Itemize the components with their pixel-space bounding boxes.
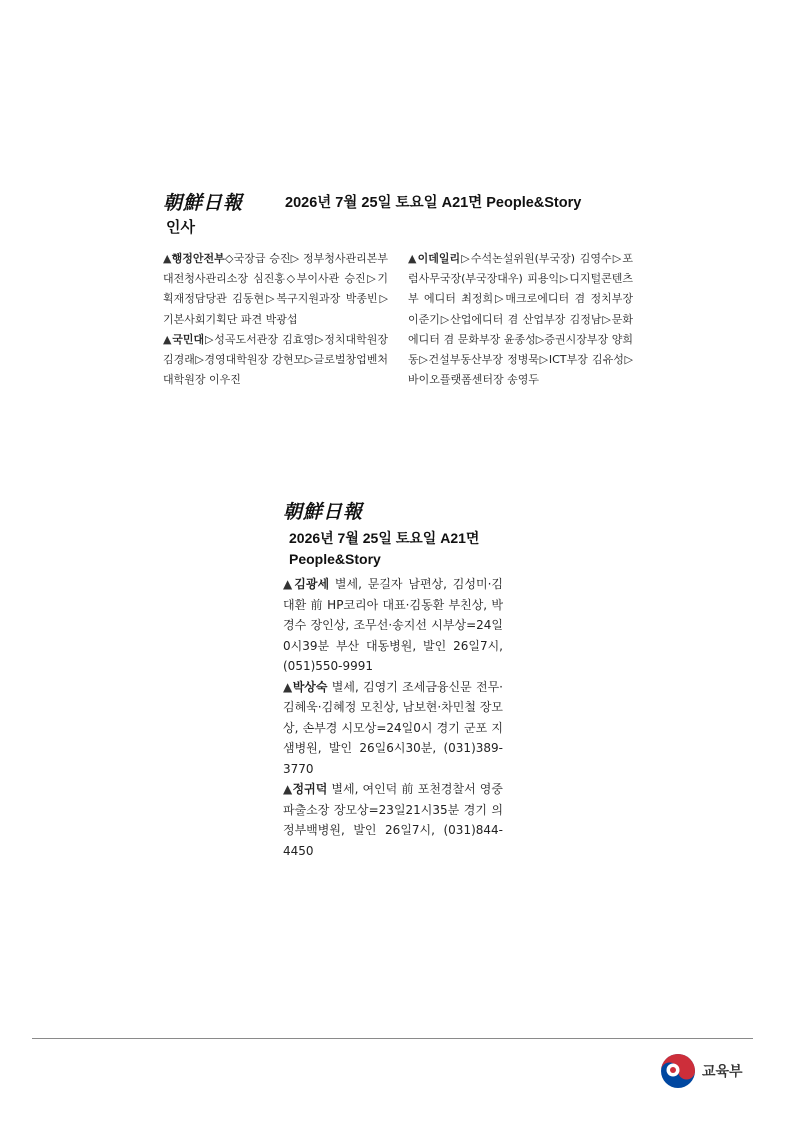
footer-divider: [32, 1038, 753, 1039]
list-item: ▲김광세 별세, 문길자 남편상, 김성미·김대환 前 HP코리아 대표·김동환 부친상, 박경수 장인상, 조무선·송지선 시부상=24일0시39분 부산 대동병원, 발인 26일7시, (051)550-9991: [283, 577, 503, 673]
dateline: 2026년 7월 25일 토요일 A21면 People&Story: [285, 195, 582, 211]
list-item: ▲국민대▷성곡도서관장 김효영▷정치대학원장 김경래▷경영대학원장 강현모▷글로벌창업벤처대학원장 이우진: [163, 332, 388, 387]
section-title: 인사: [166, 219, 195, 236]
left-column: [163, 249, 388, 390]
list-item: ▲박상숙 별세, 김영기 조세금융신문 전무·김혜욱·김혜정 모친상, 남보현·차민철 장모상, 손부경 시모상=24일0시 경기 군포 지샘병원, 발인 26일6시30분, (031)389-3770: [283, 679, 503, 776]
list-item: ▲정귀덕 별세, 여인덕 前 포천경찰서 영중파출소장 장모상=23일21시35분 경기 의정부백병원, 발인 26일7시, (031)844-4450: [283, 782, 503, 858]
triangle-icon: ▲: [163, 252, 172, 265]
list-item: ▲행정안전부◇국장급 승진▷ 정부청사관리본부 대전청사관리소장 심진홍◇부이사관 승진▷기획재정담당관 김동현▷복구지원과장 박종빈▷기본사회기획단 파견 박광섭: [163, 252, 388, 326]
ministry-name: 교육부: [702, 1063, 743, 1079]
ministry-logo: [660, 1053, 743, 1089]
obituary-list: [283, 574, 513, 861]
list-item: ▲이데일리▷수석논설위원(부국장) 김영수▷포럼사무국장(부국장대우) 피용익▷디지털콘텐츠부 에디터 최정희▷매크로에디터 겸 정치부장 이준기▷산업에디터 겸 산업부장 김정남▷문화에디터 겸 문화부장 윤종성▷증권시장부장 양희동▷건설부동산부장 정병묵▷ICT부장 김유성▷바이오플랫폼센터장 송영두: [408, 252, 633, 387]
dateline: 2026년 7월 25일 토요일 A21면 People&Story: [289, 530, 480, 567]
newspaper-masthead: 朝鮮日報: [163, 192, 244, 214]
triangle-icon: ▲: [283, 679, 293, 694]
news-clipping-personnel: [163, 188, 633, 390]
right-column: [408, 249, 633, 390]
triangle-icon: ▲: [283, 782, 293, 796]
news-clipping-obituaries: [283, 497, 513, 861]
triangle-icon: ▲: [283, 577, 295, 591]
newspaper-masthead: 朝鮮日報: [283, 501, 364, 523]
triangle-icon: ▲: [408, 252, 418, 265]
article-columns: [163, 249, 633, 390]
taegeuk-icon: [660, 1053, 696, 1089]
triangle-icon: ▲: [163, 332, 173, 346]
